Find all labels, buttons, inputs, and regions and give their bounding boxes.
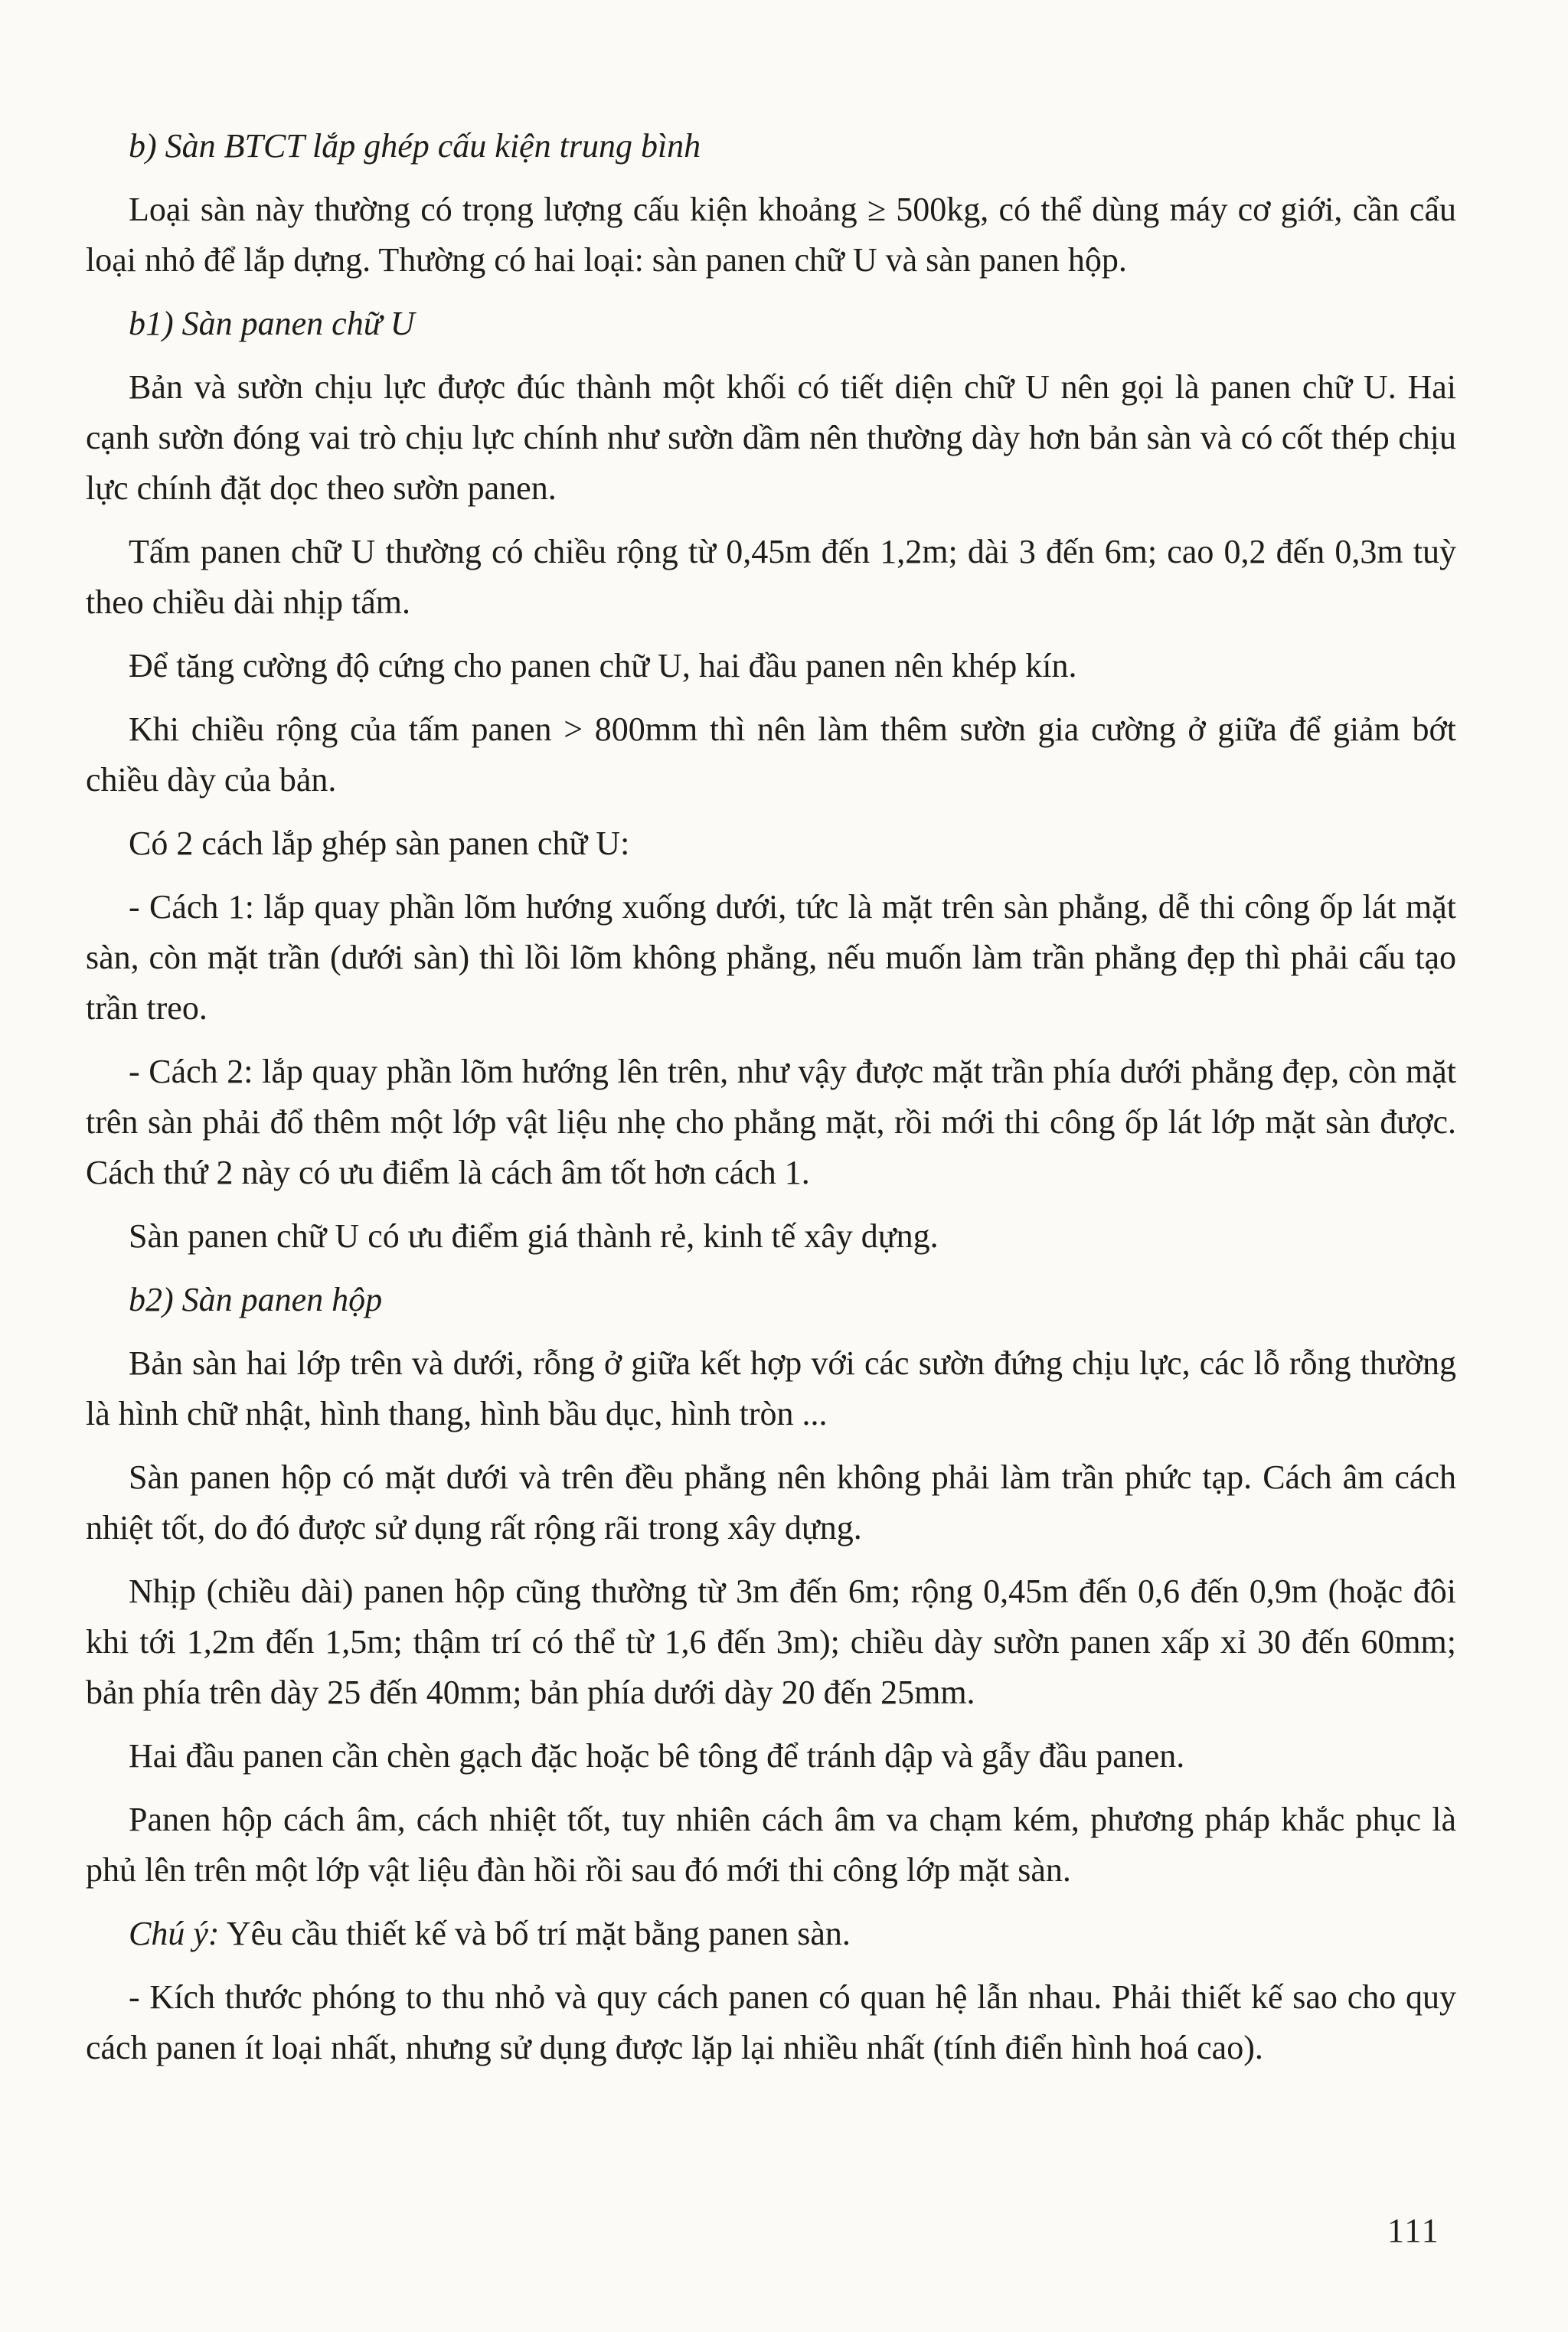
paragraph-13: Hai đầu panen cần chèn gạch đặc hoặc bê tông để tránh dập và gẫy đầu panen. bbox=[129, 1737, 1185, 1775]
paragraph-8: - Cách 2: lắp quay phần lõm hướng lên trên, như vậy được mặt trần phía dưới phẳng đẹp, còn mặt trên sàn phải đổ thêm một lớp vật liệu nhẹ cho phẳng mặt, rồi mới thi công ốp lát lớp mặt sàn được. Cách thứ 2 này có ưu điểm là cách âm tốt hơn cách 1. bbox=[86, 1053, 1456, 1191]
paragraph-10: Bản sàn hai lớp trên và dưới, rỗng ở giữa kết hợp với các sườn đứng chịu lực, các lỗ rỗng thường là hình chữ nhật, hình thang, hình bầu dục, hình tròn ... bbox=[86, 1344, 1456, 1432]
paragraph-11: Sàn panen hộp có mặt dưới và trên đều phẳng nên không phải làm trần phức tạp. Cách âm cách nhiệt tốt, do đó được sử dụng rất rộng rãi trong xây dựng. bbox=[86, 1458, 1456, 1547]
paragraph-2: Bản và sườn chịu lực được đúc thành một khối có tiết diện chữ U nên gọi là panen chữ U. Hai cạnh sườn đóng vai trò chịu lực chính như sườn dầm nên thường dày hơn bản sàn và có cốt thép chịu lực chính đặt dọc theo sườn panen. bbox=[86, 368, 1456, 507]
note-text: Yêu cầu thiết kế và bố trí mặt bằng panen sàn. bbox=[219, 1915, 851, 1952]
page-body bbox=[86, 121, 1456, 2086]
heading-b: b) Sàn BTCT lắp ghép cấu kiện trung bình bbox=[129, 127, 701, 165]
paragraph-4: Để tăng cường độ cứng cho panen chữ U, hai đầu panen nên khép kín. bbox=[129, 647, 1077, 684]
paragraph-5: Khi chiều rộng của tấm panen > 800mm thì nên làm thêm sườn gia cường ở giữa để giảm bớt chiều dày của bản. bbox=[86, 710, 1456, 799]
paragraph-14: Panen hộp cách âm, cách nhiệt tốt, tuy nhiên cách âm va chạm kém, phương pháp khắc phục là phủ lên trên một lớp vật liệu đàn hồi rồi sau đó mới thi công lớp mặt sàn. bbox=[86, 1801, 1456, 1889]
heading-b1: b1) Sàn panen chữ U bbox=[129, 305, 415, 342]
note-paragraph bbox=[86, 1909, 1456, 1959]
paragraph-6: Có 2 cách lắp ghép sàn panen chữ U: bbox=[129, 825, 630, 862]
note-label: Chú ý: bbox=[129, 1915, 220, 1952]
heading-b2: b2) Sàn panen hộp bbox=[129, 1281, 383, 1318]
paragraph-9: Sàn panen chữ U có ưu điểm giá thành rẻ, kinh tế xây dựng. bbox=[129, 1217, 939, 1255]
paragraph-7: - Cách 1: lắp quay phần lõm hướng xuống dưới, tức là mặt trên sàn phẳng, dễ thi công ốp lát mặt sàn, còn mặt trần (dưới sàn) thì lồi lõm không phẳng, nếu muốn làm trần phẳng đẹp thì phải cấu tạo trần treo. bbox=[86, 888, 1456, 1027]
page-number: 111 bbox=[1387, 2212, 1440, 2249]
paragraph-1: Loại sàn này thường có trọng lượng cấu kiện khoảng ≥ 500kg, có thể dùng máy cơ giới, cần cẩu loại nhỏ để lắp dựng. Thường có hai loại: sàn panen chữ U và sàn panen hộp. bbox=[86, 191, 1456, 279]
paragraph-3: Tấm panen chữ U thường có chiều rộng từ 0,45m đến 1,2m; dài 3 đến 6m; cao 0,2 đến 0,3m tuỳ theo chiều dài nhịp tấm. bbox=[86, 533, 1456, 621]
paragraph-15: - Kích thước phóng to thu nhỏ và quy cách panen có quan hệ lẫn nhau. Phải thiết kế sao cho quy cách panen ít loại nhất, nhưng sử dụng được lặp lại nhiều nhất (tính điển hình hoá cao). bbox=[86, 1978, 1456, 2066]
paragraph-12: Nhịp (chiều dài) panen hộp cũng thường từ 3m đến 6m; rộng 0,45m đến 0,6 đến 0,9m (hoặc đôi khi tới 1,2m đến 1,5m; thậm trí có thể từ 1,6 đến 3m); chiều dày sườn panen xấp xỉ 30 đến 60mm; bản phía trên dày 25 đến 40mm; bản phía dưới dày 20 đến 25mm. bbox=[86, 1573, 1456, 1711]
